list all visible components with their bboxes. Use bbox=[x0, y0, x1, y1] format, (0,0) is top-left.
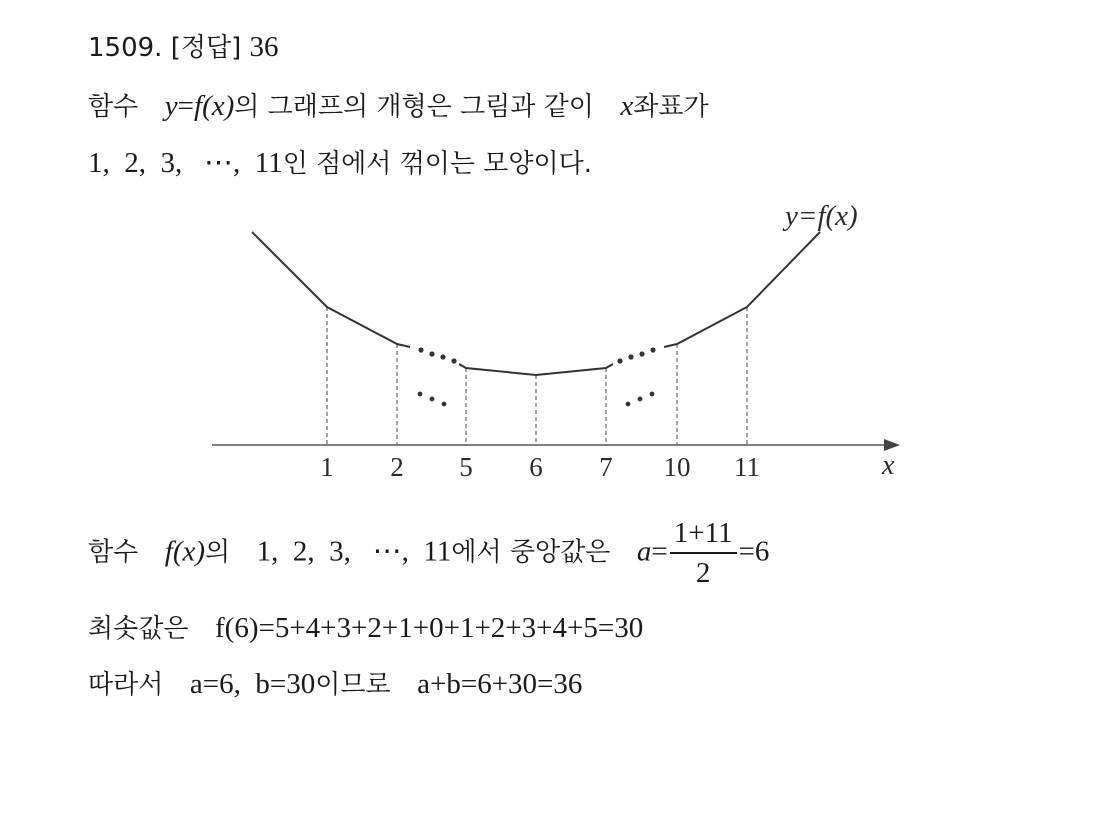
intro-breakpoints: 1, 2, 3, ⋯, 11 bbox=[88, 147, 283, 179]
intro-f-symbol: f bbox=[194, 90, 203, 122]
median-fraction-numerator: 1+11 bbox=[670, 516, 737, 554]
dot bbox=[442, 402, 447, 407]
minimum-text: 최솟값은 bbox=[88, 614, 189, 644]
curve-left-segment bbox=[252, 232, 410, 347]
conclusion-therefore: 따라서 bbox=[88, 670, 164, 700]
median-fx: f(x) bbox=[164, 535, 206, 568]
dot bbox=[418, 347, 423, 352]
tick-label-7: 7 bbox=[599, 452, 613, 482]
curve-middle-segment bbox=[459, 364, 613, 375]
median-fraction bbox=[670, 516, 737, 590]
minimum-line bbox=[88, 611, 643, 646]
dot bbox=[451, 358, 456, 363]
median-line bbox=[88, 516, 769, 590]
intro-text-bend-points: 인 점에서 꺾이는 모양이다. bbox=[282, 149, 593, 179]
median-equals: = bbox=[651, 535, 668, 568]
tick-label-1: 1 bbox=[320, 452, 334, 482]
conclusion-text-so: 이므로 bbox=[315, 670, 391, 700]
dot bbox=[639, 351, 644, 356]
tick-label-10: 10 bbox=[663, 452, 691, 482]
tick-label-6: 6 bbox=[529, 452, 543, 482]
function-curve bbox=[252, 232, 820, 375]
intro-text-coordinate: 좌표가 bbox=[633, 92, 709, 122]
dot bbox=[650, 347, 655, 352]
dot bbox=[617, 358, 622, 363]
intro-y-variable: y bbox=[164, 90, 178, 122]
median-text-of: 의 bbox=[205, 537, 231, 568]
dot bbox=[628, 354, 633, 359]
minimum-expression: f(6)=5+4+3+2+1+0+1+2+3+4+5=30 bbox=[215, 612, 644, 644]
tick-label-11: 11 bbox=[734, 452, 760, 482]
conclusion-values: a=6, b=30 bbox=[189, 668, 316, 700]
median-result: =6 bbox=[738, 535, 770, 568]
intro-text-graph-shape: 의 그래프의 개형은 그림과 같이 bbox=[234, 92, 594, 122]
curve-right-segment bbox=[664, 232, 820, 347]
median-text-median-is: 에서 중앙값은 bbox=[451, 537, 611, 568]
dashed-guides bbox=[327, 307, 747, 445]
median-values: 1, 2, 3, ⋯, 11 bbox=[256, 535, 452, 568]
answer-label: [정답] bbox=[170, 33, 242, 63]
median-a-variable: a bbox=[636, 535, 652, 568]
intro-text-function: 함수 bbox=[88, 92, 139, 122]
median-fraction-denominator: 2 bbox=[695, 557, 711, 589]
conclusion-line bbox=[88, 667, 582, 702]
x-axis-label: x bbox=[882, 450, 895, 481]
dot bbox=[638, 397, 643, 402]
dot bbox=[429, 351, 434, 356]
intro-equals: = bbox=[177, 90, 194, 122]
answer-value: 36 bbox=[249, 31, 279, 63]
median-text-function: 함수 bbox=[88, 537, 139, 568]
tick-label-2: 2 bbox=[390, 452, 404, 482]
dot bbox=[626, 402, 631, 407]
dot bbox=[650, 392, 655, 397]
intro-x-variable: x bbox=[620, 90, 634, 122]
tick-label-5: 5 bbox=[459, 452, 473, 482]
intro-x-argument: (x) bbox=[202, 90, 235, 122]
dot bbox=[418, 392, 423, 397]
tick-labels bbox=[320, 452, 760, 482]
problem-number: 1509. bbox=[88, 33, 163, 63]
dot bbox=[430, 397, 435, 402]
conclusion-sum: a+b=6+30=36 bbox=[417, 668, 583, 700]
curve-label: y=f(x) bbox=[785, 200, 858, 232]
dot bbox=[440, 354, 445, 359]
ellipsis-dots bbox=[418, 347, 656, 406]
